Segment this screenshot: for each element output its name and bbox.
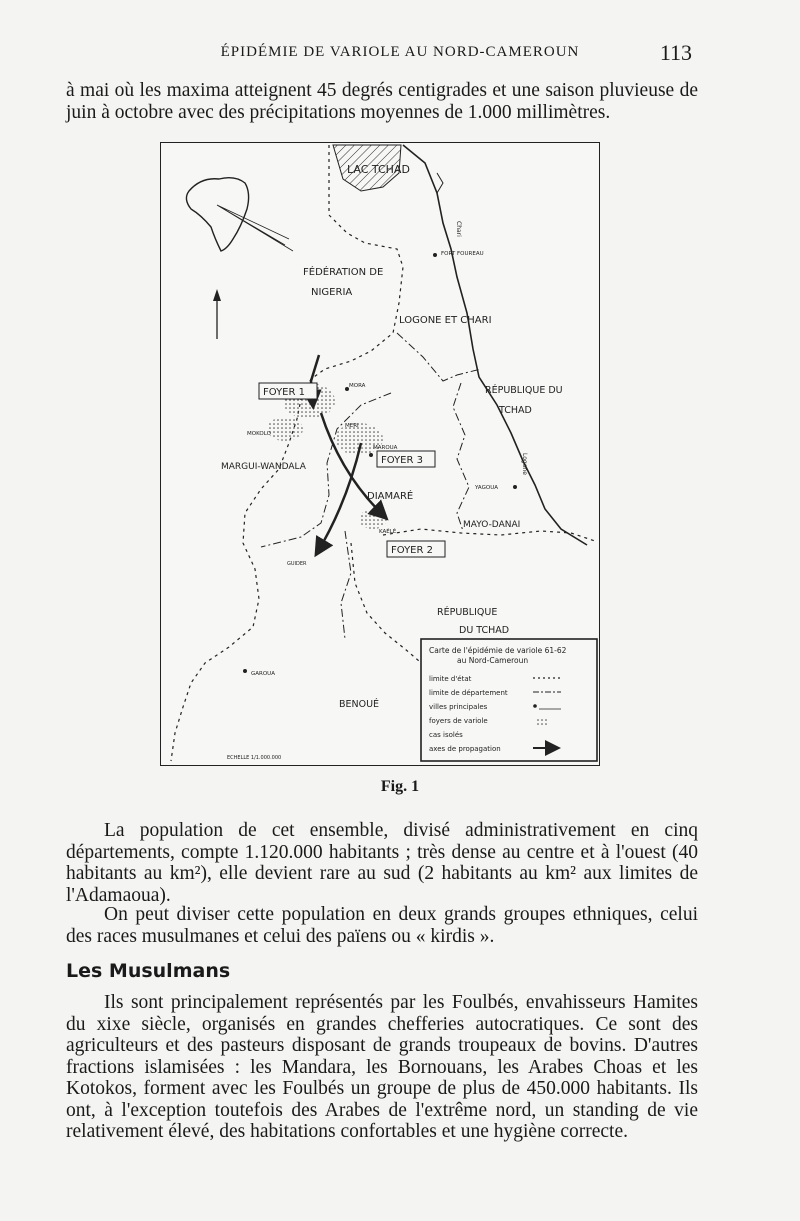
legend-item-axes: axes de propagation [429,745,501,753]
label-benoue: BENOUÉ [339,699,380,710]
mokolo-area [267,417,303,441]
legend-item-towns: villes principales [429,703,488,711]
foyer-2-area [359,509,387,529]
label-chad-right-2: TCHAD [499,405,532,416]
label-chad-right-1: RÉPUBLIQUE DU [485,385,563,396]
label-logone-et-chari: LOGONE ET CHARI [399,315,492,326]
page-number: 113 [659,40,692,65]
intro-paragraph: à mai où les maxima atteignent 45 degrés centigrades et une saison pluvieuse de juin à octobre avec des précipitations moyennes de 1.000 millimètres. [66,80,698,123]
label-yagoua: YAGOUA [475,485,498,491]
legend-item-isolated: cas isolés [429,731,463,739]
label-mayo-danai: MAYO-DANAI [463,520,521,530]
north-arrow-icon [213,289,221,339]
town-garoua [243,669,247,673]
state-boundary-south [351,543,419,661]
label-garoua: GAROUA [251,671,275,677]
map-svg [161,143,599,765]
town-yagoua [513,485,517,489]
propagation-axis-3 [317,443,361,553]
page-header [40,40,760,64]
label-fort-foureau: FORT FOUREAU [441,251,484,257]
river-branch [437,173,443,193]
label-diamare: DIAMARÉ [367,491,414,502]
legend-title-2: au Nord-Cameroun [457,656,529,665]
label-kaele: KAÉLÉ [379,529,397,535]
running-title: ÉPIDÉMIE DE VARIOLE AU NORD-CAMEROUN [220,44,580,60]
legend-item-department: limite de département [429,689,508,697]
population-paragraph: La population de cet ensemble, divisé administrativement en cinq départements, compte 1.120.000 habitants ; très dense au centre et à l'ouest (40 habitants au km²), elle devient rare au sud (2 habitants au km² aux limites de l'Adamaoua). [66,820,698,906]
map-legend [421,639,597,761]
department-boundary-1 [397,333,481,381]
legend-item-state: limite d'état [429,675,472,683]
label-federation: FÉDÉRATION DE [303,267,384,278]
label-meri: MERI [345,423,359,429]
label-margui-wandala: MARGUI-WANDALA [221,462,306,472]
label-scale: ECHELLE 1/1.000.000 [227,755,282,761]
town-fort-foureau [433,253,437,257]
label-chad-bottom-1: RÉPUBLIQUE [437,607,498,618]
musulmans-paragraph: Ils sont principalement représentés par les Foulbés, envahisseurs Hamites du xixe siècle, organisés en grandes chefferies autocratiques. Ce sont des agriculteurs et des pasteurs disposant de grands troupeaux de bovins. D'autres fractions islamisées : les Mandara, les Bornouans, les Arabes Choas et les Kotokos, forment avec les Foulbés un groupe de plus de 450.000 habitants. Ils ont, à l'exception toutefois des Arabes de l'extrême nord, un standing de vie relativement élevé, des habitations confortables et une hygiène correcte. [66,992,698,1142]
department-boundary-4 [341,531,351,639]
label-foyer-3: FOYER 3 [381,455,423,466]
label-lake-chad: LAC TCHAD [347,163,410,176]
label-guider: GUIDER [287,561,307,567]
inset-pointer-lines [217,205,293,251]
label-mora: MORA [349,383,366,389]
label-chad-bottom-2: DU TCHAD [459,625,510,636]
label-foyer-1: FOYER 1 [263,387,305,398]
groups-paragraph: On peut diviser cette population en deux grands groupes ethniques, celui des races musulmanes et celui des païens ou « kirdis ». [66,904,698,947]
label-foyer-2: FOYER 2 [391,545,433,556]
label-mokolo: MOKOLO [247,431,271,437]
map-figure [160,142,600,766]
department-boundary-2 [453,383,469,531]
section-heading-musulmans: Les Musulmans [66,960,231,982]
label-nigeria: NIGERIA [311,287,353,298]
figure-caption: Fig. 1 [380,778,420,795]
label-maroua: MAROUA [373,445,398,451]
legend-item-foyers: foyers de variole [429,717,488,725]
label-chari-river: Chari [455,221,462,237]
legend-title-1: Carte de l'épidémie de variole 61-62 [429,646,567,655]
label-logone-river: Logone [521,453,528,475]
town-maroua [369,453,373,457]
africa-inset [186,178,248,251]
